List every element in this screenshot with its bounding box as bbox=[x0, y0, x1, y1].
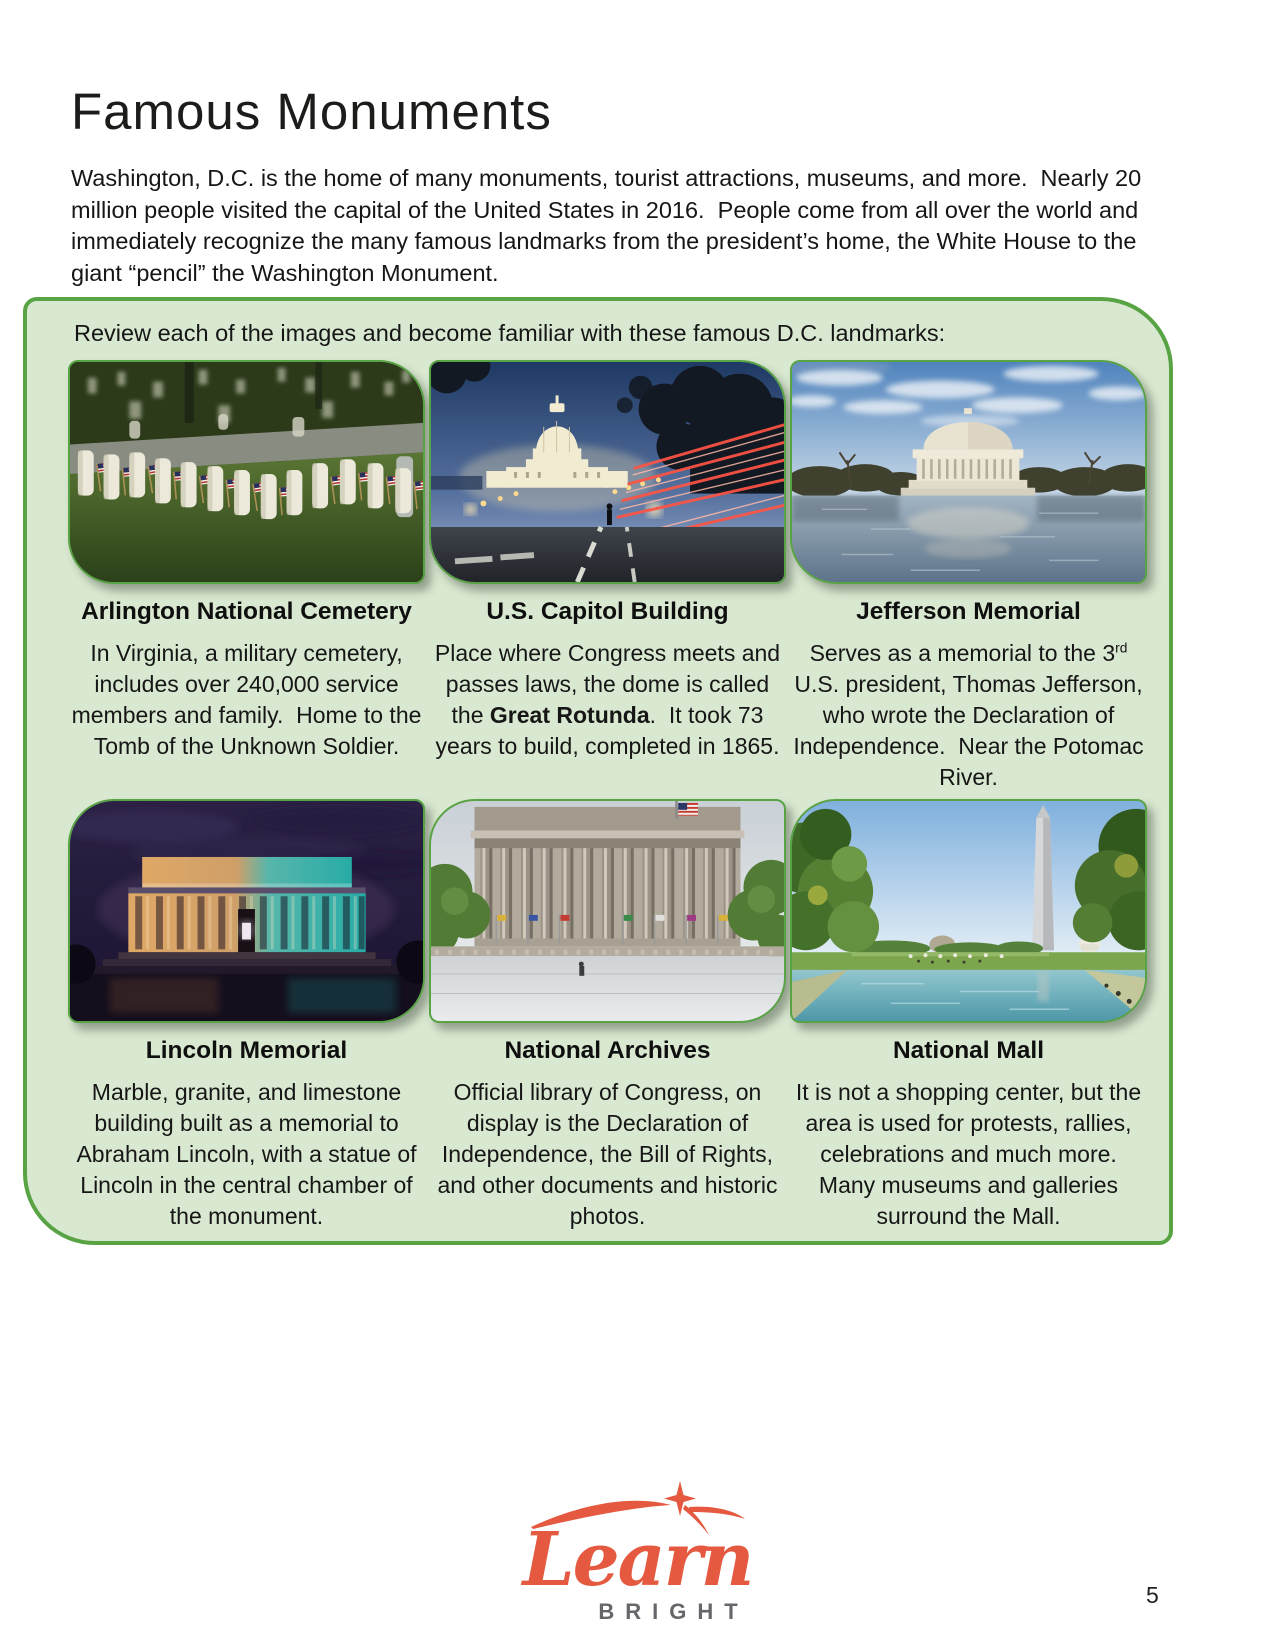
lincoln-memorial-image bbox=[70, 801, 423, 1021]
landmark-caption: U.S. Capitol Building bbox=[486, 598, 729, 625]
description-superscript: rd bbox=[1115, 640, 1128, 656]
description-text: U.S. president, Thomas Jefferson, who wrote the Declaration of Independence. Near the Potomac River. bbox=[793, 640, 1151, 790]
description-text: Place where Congress meets and passes laws, the dome is called the bbox=[434, 640, 787, 728]
arlington-cemetery-photo bbox=[68, 360, 425, 584]
landmark-card-capitol bbox=[429, 360, 786, 793]
landmark-description: In Virginia, a military cemetery, includes over 240,000 service members and family. Home to the Tomb of the Unknown Soldier. bbox=[71, 640, 428, 759]
landmark-description bbox=[429, 638, 786, 762]
landmark-description bbox=[790, 638, 1151, 793]
national-mall-photo bbox=[790, 799, 1147, 1023]
arlington-cemetery-image bbox=[70, 362, 423, 582]
national-archives-image bbox=[431, 801, 784, 1021]
landmark-caption: Jefferson Memorial bbox=[856, 598, 1081, 625]
landmark-caption: Lincoln Memorial bbox=[145, 1037, 348, 1064]
jefferson-memorial-photo bbox=[790, 360, 1147, 584]
landmark-card-archives bbox=[429, 799, 786, 1232]
national-archives-photo bbox=[429, 799, 786, 1023]
landmark-card-arlington bbox=[68, 360, 428, 793]
us-capitol-building-image bbox=[431, 362, 784, 582]
landmark-description: Official library of Congress, on display is the Declaration of Independence, the Bill of Rights, and other documents and historic photos. bbox=[437, 1079, 784, 1229]
jefferson-memorial-image bbox=[792, 362, 1145, 582]
logo-bright-text: BRIGHT bbox=[598, 1599, 749, 1624]
logo-learn-text: Learn bbox=[522, 1517, 753, 1603]
learn-bright-logo bbox=[0, 1479, 1275, 1625]
landmark-description: Marble, granite, and limestone building built as a memorial to Abraham Lincoln, with a statue of Lincoln in the central chamber of the monument. bbox=[76, 1079, 423, 1229]
description-bold-text: Great Rotunda bbox=[489, 702, 650, 728]
landmark-description: It is not a shopping center, but the area is used for protests, rallies, celebrations and much more. Many museums and galleries surround the Mall. bbox=[795, 1079, 1148, 1229]
landmark-card-jefferson bbox=[790, 360, 1151, 793]
landmark-card-lincoln bbox=[68, 799, 425, 1232]
landmarks-grid bbox=[68, 360, 1169, 1232]
landmark-caption: National Archives bbox=[504, 1037, 711, 1064]
us-capitol-building-photo bbox=[429, 360, 786, 584]
page-number: 5 bbox=[1146, 1582, 1159, 1608]
page-title: Famous Monuments bbox=[71, 83, 552, 140]
description-text: Serves as a memorial to the 3 bbox=[809, 640, 1116, 666]
intro-paragraph: Washington, D.C. is the home of many monuments, tourist attractions, museums, and more. Nearly 20 million people visited the capital of the United States in 2016. People come from all over the world and immediately recognize the many famous landmarks from the president’s home, the White House to the giant “pencil” the Washington Monument. bbox=[71, 165, 1148, 286]
lincoln-memorial-photo bbox=[68, 799, 425, 1023]
landmarks-box bbox=[23, 297, 1173, 1245]
landmark-card-mall bbox=[790, 799, 1147, 1232]
national-mall-image bbox=[792, 801, 1145, 1021]
landmarks-prompt: Review each of the images and become familiar with these famous D.C. landmarks: bbox=[74, 320, 946, 346]
landmark-caption: Arlington National Cemetery bbox=[81, 598, 412, 625]
description-text: . It took 73 years to build, completed in 1865. bbox=[435, 702, 780, 759]
landmark-caption: National Mall bbox=[892, 1037, 1045, 1064]
